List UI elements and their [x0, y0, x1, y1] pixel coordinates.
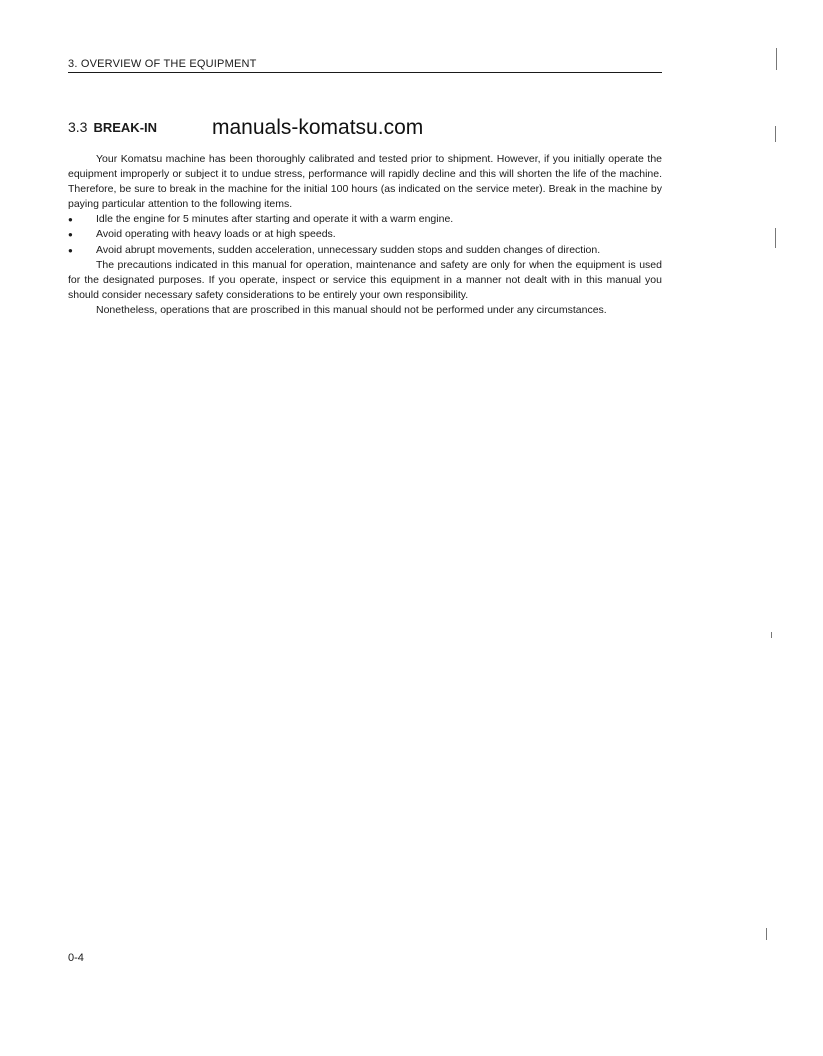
intro-paragraph: Your Komatsu machine has been thoroughly calibrated and tested prior to shipment. However, if you initially operate the equipment improperly or subject it to undue stress, performance will rapidly decline and this will shorten the life of the machine. Therefore, be sure to break in the machine for the initial 100 hours (as indicated on the service meter). Break in the machine by paying particular attention to the following items. [68, 153, 662, 211]
list-item [68, 212, 662, 227]
break-in-list [68, 212, 662, 257]
page-number: 0-4 [68, 952, 84, 964]
scan-speck [771, 632, 772, 638]
bullet-icon: ● [68, 215, 73, 225]
section-title: BREAK-IN [93, 120, 158, 135]
running-header: 3. OVERVIEW OF THE EQUIPMENT [68, 58, 662, 73]
scan-speck [766, 928, 767, 940]
nonetheless-paragraph: Nonetheless, operations that are proscribed in this manual should not be performed under any circumstances. [96, 303, 607, 316]
body-text [68, 152, 662, 318]
section-number: 3.3 [68, 119, 88, 135]
bullet-icon: ● [68, 245, 73, 255]
section-heading [68, 119, 157, 136]
list-item-text: Avoid abrupt movements, sudden acceleration, unnecessary sudden stops and sudden changes of direction. [96, 243, 601, 256]
scan-speck [775, 126, 776, 142]
scan-speck [775, 228, 776, 248]
list-item-text: Idle the engine for 5 minutes after starting and operate it with a warm engine. [96, 213, 454, 226]
list-item [68, 243, 662, 258]
bullet-icon: ● [68, 230, 73, 240]
precautions-paragraph: The precautions indicated in this manual for operation, maintenance and safety are only for when the equipment is used for the designated purposes. If you operate, inspect or service this equipment in a manner not dealt with in this manual you should consider necessary safety considerations to be entirely your own responsibility. [68, 258, 662, 301]
scan-speck [776, 48, 777, 70]
list-item-text: Avoid operating with heavy loads or at high speeds. [96, 228, 336, 241]
list-item [68, 227, 662, 242]
watermark-text: manuals-komatsu.com [212, 116, 424, 139]
